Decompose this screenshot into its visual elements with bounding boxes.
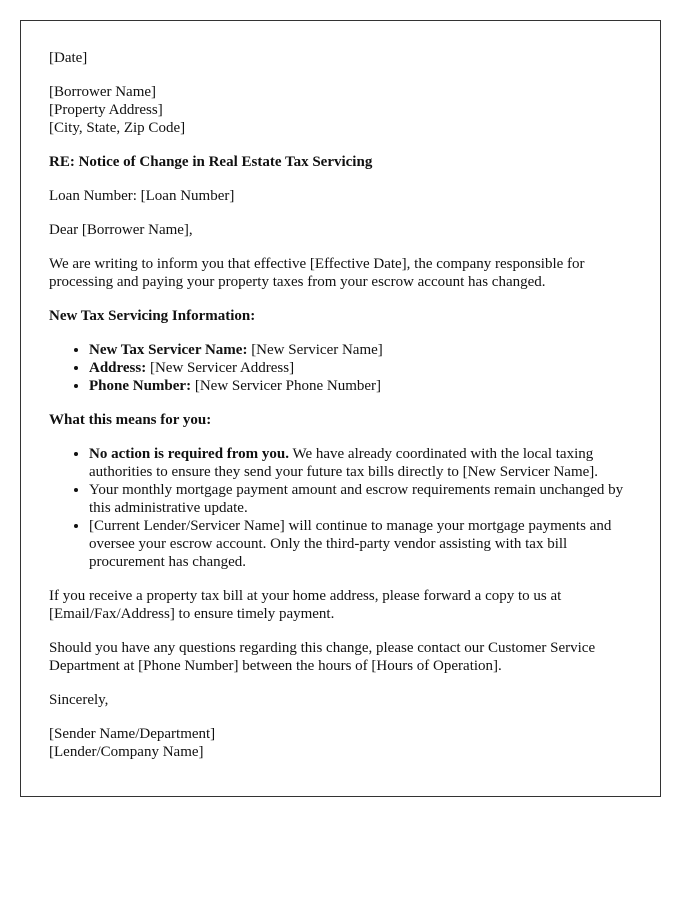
list-item-servicer-phone [89,377,632,395]
item-label: Phone Number: [89,378,192,394]
letter-page [20,20,661,797]
item-text: We have already coordinated with the local taxing authorities to ensure they send your future tax bills directly to [New Servicer Name]. [89,446,599,480]
list-item-lender-continues [89,517,632,571]
sender-name: [Sender Name/Department] [49,726,216,742]
intro-paragraph: We are writing to inform you that effective [Effective Date], the company responsible for processing and paying your property taxes from your escrow account has changed. [49,256,585,290]
item-value: [New Servicer Address] [146,360,295,376]
salutation: Dear [Borrower Name], [49,222,193,238]
meaning-list [49,445,632,571]
item-emphasis: No action is required from you. [89,446,290,462]
recipient-block [49,83,632,137]
list-item-no-action [89,445,632,481]
signature-block [49,725,632,761]
list-item-servicer-name [89,341,632,359]
closing: Sincerely, [49,692,109,708]
item-value: [New Servicer Phone Number] [191,378,382,394]
item-text: Your monthly mortgage payment amount and escrow requirements remain unchanged by this administrative update. [89,482,624,516]
meaning-heading: What this means for you: [49,412,212,428]
contact-note: Should you have any questions regarding this change, please contact our Customer Service Department at [Phone Number] between the hours of [Hours of Operation]. [49,640,596,674]
item-text: [Current Lender/Servicer Name] will continue to manage your mortgage payments and oversee your escrow account. Only the third-party vendor assisting with tax bill procurement has changed. [89,518,612,570]
recipient-city-state-zip: [City, State, Zip Code] [49,120,186,136]
recipient-address: [Property Address] [49,102,163,118]
letter-date: [Date] [49,50,88,66]
list-item-payment-unchanged [89,481,632,517]
item-label: Address: [89,360,147,376]
loan-number: Loan Number: [Loan Number] [49,188,235,204]
item-label: New Tax Servicer Name: [89,342,248,358]
subject-line: RE: Notice of Change in Real Estate Tax Servicing [49,154,373,170]
new-info-list [49,341,632,395]
list-item-servicer-address [89,359,632,377]
new-info-heading: New Tax Servicing Information: [49,308,256,324]
company-name: [Lender/Company Name] [49,744,204,760]
forward-note: If you receive a property tax bill at your home address, please forward a copy to us at [Email/Fax/Address] to ensure timely payment. [49,588,562,622]
item-value: [New Servicer Name] [247,342,383,358]
recipient-name: [Borrower Name] [49,84,157,100]
